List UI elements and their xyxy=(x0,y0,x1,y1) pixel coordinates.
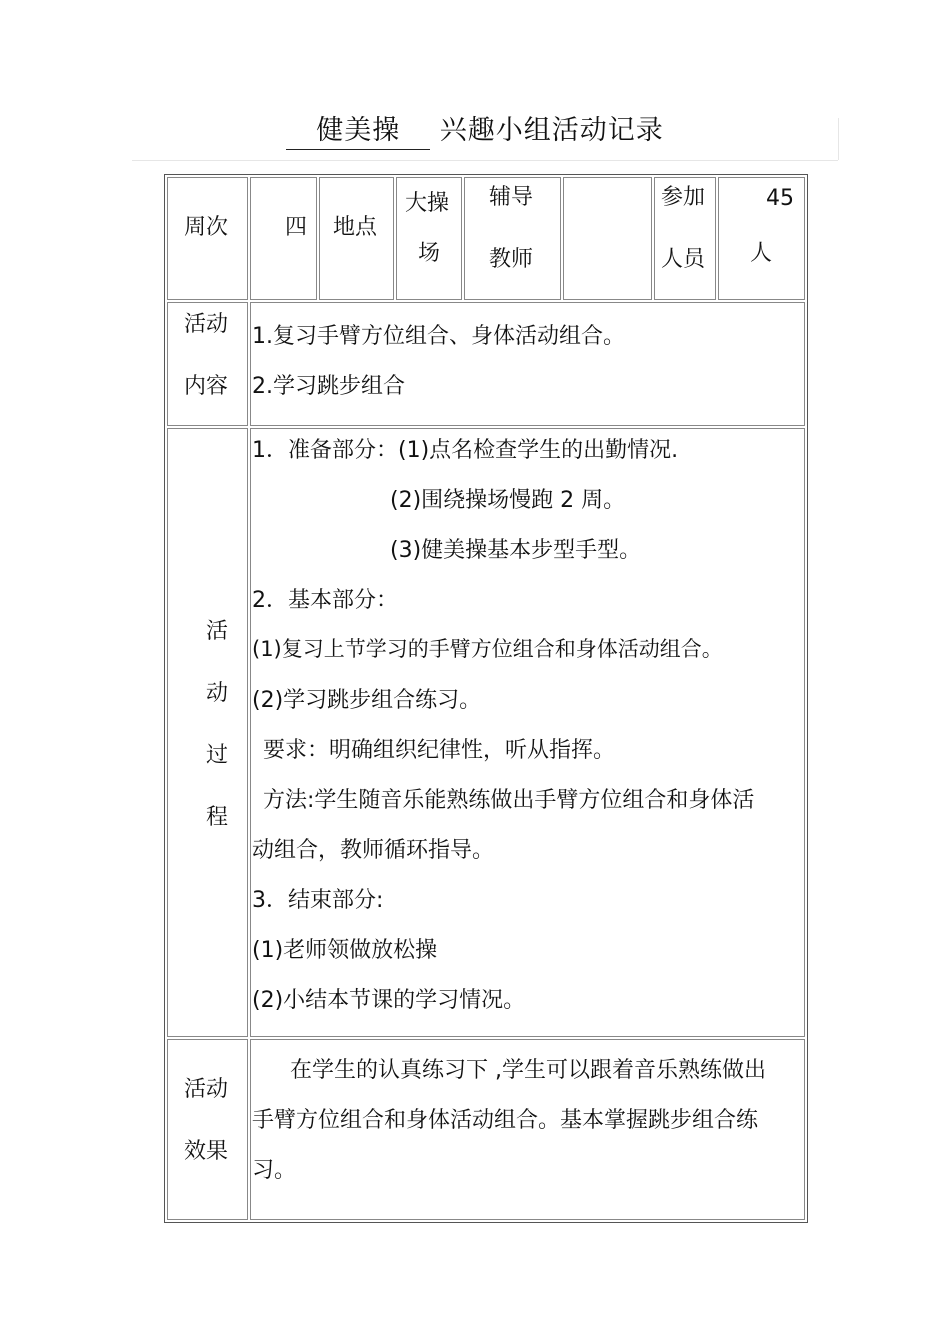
cell-process-label xyxy=(167,428,248,1037)
title-subject: 健美操 xyxy=(286,108,430,150)
cell-effect-label xyxy=(167,1039,248,1220)
process-line-10: 3．结束部分: xyxy=(252,888,384,913)
process-label-char-2: 动 xyxy=(206,681,229,706)
week-label: 周次 xyxy=(184,215,229,240)
participants-unit: 人 xyxy=(750,241,773,266)
place-label: 地点 xyxy=(333,215,378,240)
cell-teacher-value xyxy=(563,177,652,300)
process-line-8: 方法:学生随音乐能熟练做出手臂方位组合和身体活 xyxy=(263,788,755,813)
participants-label-line1: 参加 xyxy=(661,185,706,210)
place-value-line1: 大操 xyxy=(405,191,450,216)
title-divider-right xyxy=(838,118,839,160)
effect-label-line2: 效果 xyxy=(184,1139,229,1164)
effect-label-line1: 活动 xyxy=(184,1077,229,1102)
teacher-label-line2: 教师 xyxy=(489,247,534,272)
process-line-12: (2)小结本节课的学习情况。 xyxy=(252,988,526,1013)
process-line-6: (2)学习跳步组合练习。 xyxy=(252,688,482,713)
process-line-2: (2)围绕操场慢跑 2 周。 xyxy=(390,488,626,513)
process-line-1: 1．准备部分：(1)点名检查学生的出勤情况. xyxy=(252,438,679,463)
process-line-5: (1)复习上节学习的手臂方位组合和身体活动组合。 xyxy=(252,637,723,661)
process-label-char-1: 活 xyxy=(206,619,229,644)
title-divider xyxy=(132,160,838,161)
content-line-1: 1.复习手臂方位组合、身体活动组合。 xyxy=(252,324,625,349)
process-line-11: (1)老师领做放松操 xyxy=(252,938,438,963)
process-line-3: (3)健美操基本步型手型。 xyxy=(390,538,642,563)
week-value: 四 xyxy=(285,215,308,240)
process-label-char-4: 程 xyxy=(206,805,229,830)
title-rest: 兴趣小组活动记录 xyxy=(439,115,664,146)
teacher-label-line1: 辅导 xyxy=(489,185,534,210)
content-label-line1: 活动 xyxy=(184,312,229,337)
effect-line-3: 习。 xyxy=(252,1158,297,1183)
participants-count: 45 xyxy=(766,186,794,211)
content-label-line2: 内容 xyxy=(184,374,229,399)
process-line-9: 动组合，教师循环指导。 xyxy=(252,838,495,863)
page-title xyxy=(0,108,950,150)
process-label-char-3: 过 xyxy=(206,743,229,768)
process-line-4: 2．基本部分： xyxy=(252,588,398,613)
participants-label-line2: 人员 xyxy=(661,247,706,272)
effect-line-2: 手臂方位组合和身体活动组合。基本掌握跳步组合练 xyxy=(252,1108,759,1133)
place-value-line2: 场 xyxy=(418,241,441,266)
effect-line-1: 在学生的认真练习下 ,学生可以跟着音乐熟练做出 xyxy=(290,1058,766,1083)
process-line-7: 要求：明确组织纪律性，听从指挥。 xyxy=(263,738,616,763)
content-line-2: 2.学习跳步组合 xyxy=(252,374,405,399)
